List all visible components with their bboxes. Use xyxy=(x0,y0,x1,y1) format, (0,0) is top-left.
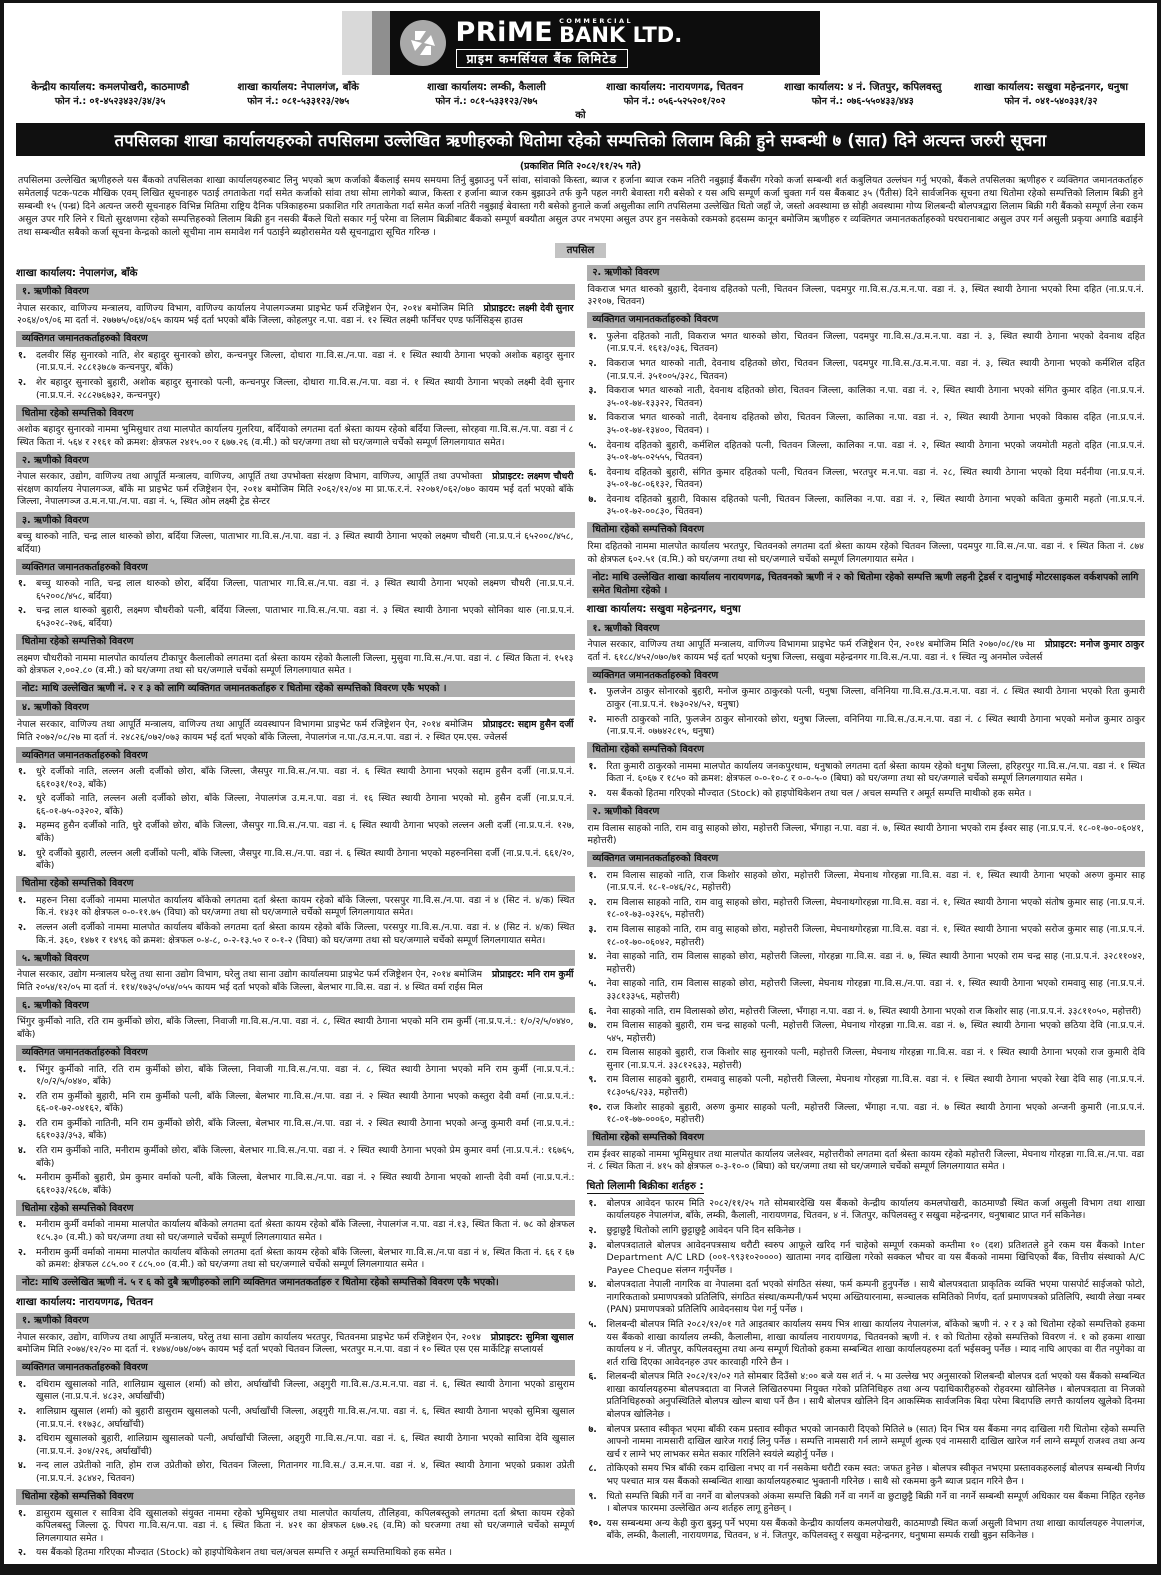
bank-logo xyxy=(342,11,820,75)
numbered-list xyxy=(16,766,575,873)
list-item xyxy=(16,1247,575,1272)
terms-heading: धितो लिलामी बिक्रीका शर्तहरु : xyxy=(586,1180,704,1192)
item-number: १०. xyxy=(588,1101,602,1113)
list-item xyxy=(16,377,575,402)
numbered-list xyxy=(16,895,575,947)
item-text: राम विलास साहको नाति, राज किशोर साहको छोरा, महोत्तरी जिल्ला, मेघनाथ गोरहन्ना गा.वि.स. वडा नं. १, स्थित स्थायी ठेगाना भएको अरुण कुमार साह (ना.प्र.प.नं. १८-१-०४६/२८, महोत्तरी) xyxy=(606,869,1145,894)
detail-paragraph: भिंगुर कुर्मीको नाति, रति राम कुर्मीको छोरा, बाँके जिल्ला, निवाजी गा.वि.स./न.पा. वडा नं. ८, स्थित स्थायी ठेगाना भएको मनि राम कुर्मी (ना.प्र.प.नं.: १/०/२/५/०४४०, बाँके) xyxy=(17,1016,574,1040)
proprietor-label: प्रोप्राइटर: लक्ष्मण चौधरी xyxy=(492,471,574,483)
note-bar: नोट: माथि उल्लेखित शाखा कार्यालय नारायणगढ, चितवनको ऋणी नं २ को धितोमा रहेको सम्पत्ति ऋणी लहनी ट्रेडर्स र दानुभाई मोटरसाइकल वर्कशपको लागि समेत धितोमा रहेको । xyxy=(587,569,1146,598)
item-number: १. xyxy=(588,869,597,881)
list-item xyxy=(16,350,575,375)
brand-nepali-label: प्राइम कमर्सियल बैंक लिमिटेड xyxy=(456,49,629,68)
item-text: रति राम कुर्मीको नाति, मनीराम कुर्मीको छोरा, बाँके जिल्ला, बेलभार गा.वि.स./न.पा. वडा नं. २ स्थित स्थायी ठेगाना भएको प्रेम कुमार वर्मा (ना.प्र.प.नं.: १६७६५, बाँके) xyxy=(36,1145,575,1169)
item-text: नेवा साहको नाति, राम विलास साहको छोरा, महोत्तरी जिल्ला, गोरहन्ना गा.वि.स. वडा नं. ७, स्थित स्थायी ठेगाना भएको राम चन्द्र साह (ना.प्र.प.नं. ३२८११०४२, महोत्तरी) xyxy=(606,951,1145,975)
item-text: फुलजेन ठाकुर सोनारको बुहारी, मनोज कुमार ठाकुरको पत्नी, धनुषा जिल्ला, वनिनिया गा.वि.स./उ.म.न.पा. वडा नं. ८ स्थित स्थायी ठेगाना भएको रिता कुमारी ठाकुर (ना.प्र.प.नं. १७३०२४/५२, धनुषा) xyxy=(606,686,1145,710)
item-text: विकराज भगत थारुको नाती, देवनाथ दहितको छोरा, चितवन जिल्ला, कालिका न.पा. वडा नं. २, स्थित स्थायी ठेगाना भएको विकास दहित (ना.प्र.प.नं. ३५-०१-७४-१३४००, चितवन) । xyxy=(606,412,1145,436)
item-number: ९. xyxy=(588,1074,597,1086)
item-text: देवनाथ दहितको बुहारी, विकास दहितको पत्नी, चितवन जिल्ला, कालिका न.पा. वडा नं. २, स्थित स्थायी ठेगाना भएको कविता कुमारी महतो (ना.प्र.प.नं. ३५-०१-७२-००८३०, चितवन) xyxy=(606,493,1145,518)
item-text: यस बैंकको हितमा गरिएका मौज्दात (Stock) को हाइपोथिकेशन तथा चल/अचल सम्पत्ति र अमूर्त सम्पत्तिमाथिको हक समेत । xyxy=(36,1547,453,1559)
list-item xyxy=(16,820,575,845)
two-column-body xyxy=(16,262,1145,1562)
section-bar: ३. ऋणीको विवरण xyxy=(16,512,575,528)
item-text: यस बैंकको हितमा गरिएको मौज्दात (Stock) को हाइपोथिकेशन तथा चल / अचल सम्पत्ति र अमूर्त सम्पत्ति माथीको हक समेत । xyxy=(606,787,1032,799)
office-phone: फोन नं.: ०८१-५३३१२३/२७५ xyxy=(435,96,538,108)
office-phone: फोन नं.: ०८१-५३३१२३/२७५ xyxy=(247,96,350,108)
item-text: बच्चु थारुको नाति, चन्द्र लाल थारुको छोरा, बर्दिया जिल्ला, पाताभार गा.वि.स./न.पा. वडा नं. ३ स्थित स्थायी ठेगाना भएको लक्ष्मण चौधरी (ना.प्र.प.नं. ६५२००८/४५८, बर्दिया) xyxy=(36,578,575,602)
list-item xyxy=(16,1379,575,1404)
item-number: २. xyxy=(18,793,27,805)
note-bar: नोट: माथि उल्लेखित ऋणी नं. ५ र ६ को दुबै ऋणीहरुको लागि व्यक्तिगत जमानतकर्ताहरु र धितोमा रहेको सम्पत्तिको विवरण एकै भएको। xyxy=(16,1275,575,1291)
item-text: बोलपत्रदाताले बोलपत्र आवेदनपत्रसाथ धरौटी स्वरुप आफूले खरिद गर्न चाहेको सम्पूर्ण रकमको कम्तीमा १० (दश) प्रतिशतले हुने रकम यस बैंकको Inter Department A/C LRD (००१-९९३१०२००००) खातामा नगद दाखिला गरेको सक्कल भौचर वा यस बैंकको नाममा खिचिएको बैंक, वित्तीय संस्थाको A/C Payee Cheque संलग्न गर्नुपर्नेछ । xyxy=(606,1239,1145,1276)
numbered-list xyxy=(16,1064,575,1198)
list-item xyxy=(587,1006,1146,1019)
item-number: १. xyxy=(18,1507,27,1519)
item-number: ७. xyxy=(588,493,597,505)
list-item xyxy=(16,848,575,873)
numbered-list xyxy=(587,1198,1146,1543)
branch-header: शाखा कार्यालय: नेपालगंज, बाँके xyxy=(16,267,138,279)
numbered-list xyxy=(16,1219,575,1271)
list-item xyxy=(587,1518,1146,1543)
office-nepalgunj xyxy=(204,81,392,109)
item-number: २. xyxy=(588,358,597,370)
section-bar: धितोमा रहेको सम्पत्तिको विवरण xyxy=(16,634,575,650)
section-bar: धितोमा रहेको सम्पत्तिको विवरण xyxy=(16,1489,575,1505)
logo-stripe-light xyxy=(342,11,372,75)
section-bar: धितोमा रहेको सम्पत्तिको विवरण xyxy=(16,876,575,892)
list-item xyxy=(16,1508,575,1546)
published-date: (प्रकाशित मिति २०८२/११/२५ गते) xyxy=(519,160,642,172)
numbered-list xyxy=(587,686,1146,738)
section-bar: १. ऋणीको विवरण xyxy=(16,1313,575,1329)
detail-paragraph: प्रोप्राइटर: मनि राम कुर्मी नेपाल सरकार, उद्योग मन्त्रालय घरेलु तथा साना उद्योग विभाग, घरेलु तथा साना उद्योग कार्यालयमा प्राइभेट फर्म रजिष्ट्रेशन ऐन, २०१४ बमोजिम मिति २०५४/१२/०५ मा दर्ता नं. ११४/१७३५/०५४/०५५ कायम भई दर्ता भएको बाँके जिल्ला, बेलभार गा.वि.स. वडा नं. ४ स्थित वर्मा राईस मिल xyxy=(17,969,574,993)
item-number: ३. xyxy=(18,1117,27,1129)
list-item xyxy=(16,1064,575,1089)
item-text: रति राम कुर्मीको बुहारी, मनि राम कुर्मीको पत्नी, बाँके जिल्ला, बेलभार गा.वि.स./न.पा. वडा नं. २ स्थित स्थायी ठेगाना भएको कस्तुरा देवी वर्मा (ना.प्र.प.नं.: ६६-०१-७२-०४१६२, बाँके) xyxy=(36,1090,575,1115)
item-text: शालिग्राम खुसाल (शर्मा) को बुहारी डासुराम खुसालको पत्नी, अर्घाखाँची जिल्ला, अड्गुरी गा.वि.स./न.पा. वडा नं. ६, स्थित स्थायी ठेगाना भएको सुमित्रा खुसाल (ना.प्र.प.नं. ११७३८, अर्घाखाँची) xyxy=(36,1406,575,1430)
list-item xyxy=(16,1118,575,1143)
office-name: शाखा कार्यालय: ४ नं. जितपुर, कपिलवस्तु xyxy=(784,82,942,93)
intro-paragraph: तपसिलमा उल्लेखित ऋणीहरुले यस बैंकको तपसिलका शाखा कार्यालयहरुबाट लिनु भएको ऋण कर्जाको बैंकलाई समय समयमा तिर्नु बुझाउनु पर्ने सांवा, सांवाको किस्ता, ब्याज र हर्जाना ब्याज रकम नतिरी नबुझाई बैंकसँग गरेको कर्जा सम्बन्धी शर्त कबुलियत उल्लंघन गर्नु भएको, बैंकले तपसिलका ऋणीहरु र व्यक्तिगत जमानतकर्ताहरु समेतलाई पटक-पटक मौखिक एवम् लिखित सूचनाहरु पठाई तगताकेता गर्दा समेत कर्जाको सांवा तथा सोमा लागेको ब्याज, किस्ता र हर्जाना ब्याज रकम बुझाउने तर्फ कुनै पहल नगरी बेवास्ता गरी बसेको र यस अघि सम्पूर्ण कर्जा चुक्ता गर्न यस बैंकबाट ३५ (पैंतीस) दिने सार्वजनिक सूचना तथा धितोमा रहेको सम्पत्तिको लिलाम बिक्री हुने सम्बन्धी १५ (पन्ध्र) दिने अत्यन्त जरुरी सूचनाहरु विभिन्न मितिमा राष्ट्रिय दैनिक पत्रिकाहरुमा प्रकाशित गरि तगताकेता गर्दा समेत कर्जा नतिरी नबुझाई बेवास्ता गरी बसेको हुनाले कर्जा असुलीका लागि तपसिलमा उल्लेखित धितो जहाँ जे, जस्तो अवस्थामा छ सोही अवस्थामा गोप्य शिलबन्दी बोलपत्रद्वारा लिलाम बिक्री गरी बैंकको सम्पूर्ण लेना रकम असुल उपर गरि लिने र धितो सुरक्षणमा रहेको सम्पत्तिहरुको लिलाम बिक्री हुन नसकी बैंकले धितो सकार गर्नु परेमा वा लिलाम बिक्रीबाट बैंकको सम्पूर्ण बक्यौता असुल उपर नभएमा असुल उपर हुन नसकेको रकमको हदसम्म कानून बमोजिम ऋणीहरु र व्यक्तिगत जमानतकर्ताहरुको घरघरानाबाट असुल उपर गर्न असुली प्रकृया अगाडि बढाईने तथा सम्बन्धीत सबैको कर्जा सूचना केन्द्रको कालो सूचीमा नाम समावेश गर्न पठाईने ब्यहोरासमेत यसै सूचनाद्वारा सूचित गरिन्छ । xyxy=(18,174,1143,239)
item-number: १. xyxy=(18,766,27,778)
item-text: बोलपत्र आवेदन फारम मिति २०८२/११/२५ गते सोमबारदेखि यस बैंकको केन्द्रीय कार्यालय कमलपोखरी, काठमाण्डौ स्थित कर्जा असुली विभाग तथा शाखा कार्यालयहरु नेपालगंज, बाँके, लम्की, कैलाली, नारायणगढ, चितवन, ४ नं. जितपुर, कपिलवस्तु र सखुवा महेन्द्रनगर, धनुषाबाट प्राप्त गर्न सकिनेछ। xyxy=(606,1197,1145,1222)
section-bar: धितोमा रहेको सम्पत्तिको विवरण xyxy=(16,405,575,421)
list-item xyxy=(587,1198,1146,1223)
numbered-list xyxy=(16,1508,575,1560)
item-number: २. xyxy=(588,896,597,908)
item-number: १. xyxy=(18,1219,27,1231)
proprietor-label: प्रोप्राइटर: लक्ष्मी देवी सुनार xyxy=(483,302,574,314)
item-text: दधिराम खुसालको बुहारी, शालिग्राम खुसालको पत्नी, अर्घाखाँची जिल्ला, अड्गुरी गा.वि.स./न.पा. वडा नं. ६, स्थित स्थायी ठेगाना भएको सावित्रा देवि खुसाल (ना.प्र.प.नं. ३०४/२२६, अर्घाखाँची) xyxy=(36,1433,575,1457)
item-text: तोकिएको समय भित्र बाँकी रकम दाखिला नभए वा गर्न नसकेमा धरौटी रकम स्वत: जफत हुनेछ । बोलपत्र स्वीकृत नभएमा प्रस्तावकहरुलाई बोलपत्र सम्बन्धी निर्णय भए पश्चात मात्र यस बैंकको सम्बन्धित शाखा कार्यालयहरुबाट भुक्तानी गरिनेछ । साथै सो रकममा कुनै ब्याज प्रदान गरिने छैन । xyxy=(606,1463,1145,1487)
item-number: ६. xyxy=(588,1371,597,1383)
list-item xyxy=(587,494,1146,519)
section-bar: २. ऋणीको विवरण xyxy=(587,265,1146,281)
section-bar: २. ऋणीको विवरण xyxy=(587,804,1146,820)
section-bar: धितोमा रहेको सम्पत्तिको विवरण xyxy=(587,1130,1146,1146)
right-column xyxy=(587,262,1146,1545)
item-text: महम्मद हुसैन दर्जीको नाति, धुरे दर्जीको छोरा, बाँके जिल्ला, जैसपुर गा.वि.स./न.पा. वडा नं. ६ स्थित स्थायी ठेगाना भएको लल्लन अली दर्जी (ना.प्र.प.नं. १२७, बाँके) xyxy=(36,820,575,845)
item-text: मारुती ठाकुरको नाति, फुलजेन ठाकुर सोनारको छोरा, धनुषा जिल्ला, वनिनिया गा.वि.स./उ.म.न.पा. वडा नं. ८ स्थित स्थायी ठेगाना भएको मनोज कुमार ठाकुर (ना.प्र.प.नं. ०७७४२८१५, धनुषा) xyxy=(606,713,1145,738)
detail-paragraph: प्रोप्राइटर: मनोज कुमार ठाकुर नेपाल सरकार, वाणिज्य तथा आपूर्ति मन्त्रालय, वाणिज्य विभागमा प्राइभेट फर्म रजिष्ट्रेशन ऐन, २०१४ बमोजिम मिति २०७०/०८/१७ मा दर्ता नं. ६१८८/४५२/०७०/७१ कायम भई दर्ता भएको धनुषा जिल्ला, सखुवा महेन्द्रनगर गा.वि.स./न.पा. वडा नं. १ स्थित न्यु अनमोल ज्वेलर्स xyxy=(587,639,1144,663)
item-text: लल्लन अली दर्जीको नाममा मालपोत कार्यालय बाँकेको लगतमा दर्ता श्रेस्ता कायम रहेको बाँके जिल्ला, परसपुर गा.वि.स./न.पा. वडा नं. ४ (सिट नं. ४/क) स्थित कि.नं. ३६०, १४७१ र १४९६ को क्रमश: क्षेत्रफल ०-४-८, ०-२-१३.५० र ०-१-२ (विघा) को घर/जग्गा तथा सो घर/जग्गाले चर्चेको सम्पूर्ण लिगलगायात समेत। xyxy=(36,921,575,946)
item-text: राम विलास साहको बुहारी, राज किशोर साह सुनारको पत्नी, महोत्तरी जिल्ला, मेघनाथ गोरहन्ना गा.वि.स. वडा नं. १ स्थित स्थायी ठेगाना भएको राज कुमारी देवि सुनार (ना.प्र.प.नं. ३३८१२६३३, महोत्तरी) xyxy=(606,1047,1145,1071)
item-text: विकराज भगत थारुको नाती, देवनाथ दहितको छोरा, चितवन जिल्ला, पदमपुर गा.वि.स./उ.म.न.पा. वडा नं. ३, स्थित स्थायी ठेगाना भएको कर्मशिल दहित (ना.प्र.प.नं. ३५१००५/३२८, चितवन) xyxy=(606,358,1145,382)
list-item xyxy=(587,924,1146,949)
list-item xyxy=(16,895,575,920)
item-text: नन्द लाल उप्रेतीको नाति, होम राज उप्रेतीको छोरा, चितवन जिल्ला, गितानगर गा.वि.स./ उ.म.न.पा. वडा नं. ४, स्थित स्थायी ठेगाना भएको प्रकाश उप्रेती (ना.प्र.प.नं. ३८४४२, चितवन) xyxy=(36,1460,575,1484)
office-jitpur xyxy=(769,81,957,109)
list-item xyxy=(16,1172,575,1197)
item-text: डासुराम खुसाल र सावित्रा देवि खुसालको संयुक्त नाममा रहेको भुमिसुधार तथा मालपोत कार्यालय, तौलिहवा, कपिलबस्तुको लगतमा दर्ता श्रेष्ता कायम रहेको कपिलबस्तु जिल्ला ठू. पिपरा गा.वि.स/न.पा. वडा नं. ६ स्थित किता नं. ४२१ का क्षेत्रफल ६७७.२६ (व.मि) को घरजग्गा तथा सो घर/जग्गाले चर्चेको सम्पूर्ण लिगलगायात समेत । xyxy=(36,1507,575,1544)
detail-paragraph: विकराज भगत थारुको बुहारी, देवनाथ दहितको पत्नी, चितवन जिल्ला, पदमपुर गा.वि.स./उ.म.न.पा. वडा नं. ३, स्थित स्थायी ठेगाना भएको रिमा दहित (ना.प्र.प.नं. ३२१०७, चितवन) xyxy=(587,283,1144,308)
item-text: फुलेना दहितको नाती, विकराज भगत थारुको छोरा, चितवन जिल्ला, पदमपुर गा.वि.स./उ.म.न.पा. वडा नं. ३, स्थित स्थायी ठेगाना भएको देवनाथ दहित (ना.प्र.प.नं. १६१३/०३६, चितवन) xyxy=(606,330,1145,355)
bottom-rule xyxy=(4,1564,1157,1575)
item-text: धितो सम्पत्ति बिक्री गर्ने वा नगर्ने वा बोलपत्रको अंकमा सम्पत्ति बिक्री गर्ने वा नगर्ने वा छुटाछुट्टै बिक्री गर्ने वा नगर्ने सम्बन्धी सम्पूर्ण अधिकार यस बैंकमा निहित रहनेछ । बोलपत्र फारममा उल्लेखित अन्य शर्तहरु लागू हुनेछन् । xyxy=(606,1490,1145,1515)
office-name: शाखा कार्यालय: नेपालगंज, बाँके xyxy=(237,82,360,93)
proprietor-label: प्रोप्राइटर: सद्दाम हुसैन दर्जी xyxy=(482,718,574,730)
item-number: २. xyxy=(18,1406,27,1418)
item-number: ६. xyxy=(588,1005,597,1017)
list-item xyxy=(587,1463,1146,1488)
office-central xyxy=(16,81,204,109)
list-item xyxy=(587,1102,1146,1127)
section-bar: व्यक्तिगत जमानतकर्ताहरुको विवरण xyxy=(587,667,1146,683)
item-number: ५. xyxy=(588,978,597,990)
item-text: चन्द्र लाल थारुको बुहारी, लक्ष्मण चौधरीको पत्नी, बर्दिया जिल्ला, पाताभार गा.वि.स./न.पा. वडा नं. ३ स्थित स्थायी ठेगाना भएको सोनिका थारु (ना.प्र.प.नं. ६५३०२८-२७६, बर्दिया) xyxy=(36,605,575,630)
item-number: २. xyxy=(18,605,27,617)
detail-paragraph: प्रोप्राइटर: लक्ष्मण चौधरी नेपाल सरकार, उद्योग, वाणिज्य तथा आपूर्ति मन्त्रालय, वाणिज्य, आपूर्ति तथा उपभोक्ता संरक्षण विभाग, वाणिज्य, आपूर्ति तथा उपभोक्ता संरक्षण कार्यालय नेपालगञ्ज, बाँके मा प्राइभेट फर्म रजिष्ट्रेशन ऐन, २०१४ बमोजिम मिति २०६२/१२/०४ मा प्रा.फ.र.नं. २२०७१/०६२/०७० कायम भई दर्ता भएको बाँके जिल्ला, नेपालगञ्ज उ.म.न.पा./न.पा. वडा नं. ५, स्थित ओम लक्ष्मी ट्रेड सेन्टर xyxy=(17,471,574,508)
office-phone: फोन नं.: ०१-४५२३४३२/३४/३५ xyxy=(54,96,166,108)
item-number: ३. xyxy=(18,820,27,832)
item-text: धुरे दर्जीको नाति, लल्लन अली दर्जीको छोरा, बाँके जिल्ला, नेपालगंज उ.म.न.पा. वडा नं. १६ स्थित स्थायी ठेगाना भएको मो. हुसैन दर्जी (ना.प्र.प.नं. ६६-०१-७५-०३२०२, बाँके) xyxy=(36,793,575,817)
office-name: शाखा कार्यालय: नारायणगढ, चितवन xyxy=(606,82,744,93)
list-item xyxy=(16,1219,575,1244)
item-number: २. xyxy=(18,376,27,388)
item-text: भिंगुर कुर्मीको नाति, रति राम कुर्मीको छोरा, बाँके जिल्ला, निवाजी गा.वि.स./न.पा. वडा नं. ८, स्थित स्थायी ठेगाना भएको मनि राम कुर्मी (ना.प्र.प.नं.: १/०/२/५/०४४०, बाँके) xyxy=(36,1063,575,1088)
numbered-list xyxy=(587,331,1146,519)
item-number: ४. xyxy=(588,412,597,424)
list-item xyxy=(587,870,1146,895)
section-bar: ४. ऋणीको विवरण xyxy=(16,700,575,716)
item-number: २. xyxy=(18,1090,27,1102)
item-number: १. xyxy=(588,760,597,772)
note-bar: नोट: माथि उल्लेखित ऋणी नं. २ र ३ को लागि व्यक्तिगत जमानतकर्ताहरु र धितोमा रहेको सम्पत्तिको विवरण एकै भएको । xyxy=(16,681,575,697)
item-text: मनीराम कुर्मीको बुहारी, प्रेम कुमार वर्माको पत्नी, बाँके जिल्ला, बेलभार गा.वि.स./न.पा. वडा नं. २ स्थित स्थायी ठेगाना भएको शान्ती देवी वर्मा (ना.प्र.प.नं.: ६६१०३३/२६८७, बाँके) xyxy=(36,1172,575,1196)
item-number: १०. xyxy=(588,1517,602,1529)
section-bar: ६. ऋणीको विवरण xyxy=(16,997,575,1013)
proprietor-label: प्रोप्राइटर: मनि राम कुर्मी xyxy=(492,969,574,981)
list-item xyxy=(587,897,1146,922)
list-item xyxy=(587,412,1146,437)
numbered-list xyxy=(16,1379,575,1486)
list-item xyxy=(587,440,1146,465)
brand-bank-ltd-label: BANK LTD. xyxy=(559,23,683,48)
list-item xyxy=(16,605,575,630)
list-item xyxy=(587,467,1146,492)
brand-name: PRiME xyxy=(455,17,554,49)
list-item xyxy=(587,1074,1146,1099)
proprietor-label: प्रोप्राइटर: सुमित्रा खुसाल xyxy=(490,1331,574,1343)
office-narayangadh xyxy=(581,81,769,109)
office-phone: फोन नं.: ०७६-५५०४३३/४४३ xyxy=(811,96,914,108)
list-item xyxy=(587,1279,1146,1317)
item-number: २. xyxy=(588,713,597,725)
list-item xyxy=(587,951,1146,976)
section-bar: २. ऋणीको विवरण xyxy=(16,452,575,468)
list-item xyxy=(587,1491,1146,1516)
list-item xyxy=(587,686,1146,711)
office-name: शाखा कार्यालय: लम्की, कैलाली xyxy=(427,82,546,93)
item-number: ७. xyxy=(588,1020,597,1032)
detail-paragraph: राम ईश्वर साहको नाममा भूमिसुधार तथा मालपोत कार्यालय जलेश्वर, महोत्तरीको लगतमा दर्ता श्रेस्ता कायम रहेको महोत्तरी जिल्ला, मेघनाथ गोरहन्ना गा.वि.स./न.पा. वडा नं. ८ स्थित किता नं. ४१५ को क्षेत्रफल ०-३-१०-० (बिघा) को घर/जग्गा तथा सो घर/जग्गाले चर्चेको सम्पूर्ण लिगलगायात समेत । xyxy=(587,1148,1144,1173)
item-text: शिलबन्दी बोलपत्र मिति २०८२/१२/०१ गते आइतबार कार्यालय समय भित्र शाखा कार्यालय नेपालगंज, बाँकेको ऋणी नं. २ र ३ को धितोमा रहेको सम्पत्तिको हकमा यस बैंकको शाखा कार्यालय लम्की, कैलालीमा, शाखा कार्यालय नारायणगढ, चितवनको ऋणी नं. १ को धितोमा रहेको सम्पत्तिको विवरण नं. १ को हकमा शाखा कार्यालय ४ नं. जीतपुर, कपिलवस्तुमा तथा अन्य सम्पूर्ण धितोको हकमा सम्बन्धित शाखा कार्यालयहरुमा दर्ता भईसक्नु पर्नेछ । म्याद नाघि आएका वा रीत नपुगेका वा शर्त राखि दिएका आवेदनहरु उपर कारवाही गरिने छैन । xyxy=(606,1319,1145,1368)
office-sakhuwa xyxy=(957,81,1145,109)
item-number: ३. xyxy=(588,385,597,397)
section-bar: व्यक्तिगत जमानतकर्ताहरुको विवरण xyxy=(16,1360,575,1376)
detail-paragraph: रिमा दहितको नाममा मालपोत कार्यालय भरतपुर, चितवनको लगतमा दर्ता श्रेस्ता कायम रहेको चितवन जिल्ला, पदमपुर गा.वि.स./न.पा. वडा नं. १ स्थित किता नं. ८७४ को क्षेत्रफल ६०२.५१ (व.मि.) को घर/जग्गा तथा सो घर/जग्गाले चर्चेको सम्पूर्ण लिगलगायात समेत । xyxy=(587,541,1144,565)
logo-text xyxy=(456,18,683,69)
item-text: नेवा साहको नाति, राम विलास साहको छोरा, महोत्तरी जिल्ला, मेघनाथ गोरहन्ना गा.वि.स./न.पा. वडा नं. १, स्थित स्थायी ठेगाना भएको रामवावु साह (ना.प्र.प.नं. ३३८१३३५६, महोत्तरी) xyxy=(606,978,1145,1002)
list-item xyxy=(16,1091,575,1116)
list-item xyxy=(16,766,575,791)
left-column xyxy=(16,262,575,1562)
list-item xyxy=(587,1424,1146,1462)
list-item xyxy=(587,761,1146,786)
list-item xyxy=(587,358,1146,383)
branch-header: शाखा कार्यालय: नारायणगढ, चितवन xyxy=(16,1296,154,1308)
item-text: शिलबन्दी बोलपत्र मिति २०८२/१२/०२ गते सोमबार दिउँसो ४:०० बजे यस शर्त नं. ५ मा उल्लेख भए अनुसारको शिलबन्दी बोलपत्र दर्ता भएको यस बैंकको सम्बन्धित शाखा कार्यालयहरुमा बोलपत्रदाता वा निजले लिखितरुपमा नियुक्त गरेको प्रतिनिधिहरु तथा अन्य पदाधिकारीहरुको रोहवरमा खोलिनेछ । बोलपत्रदाता वा निजको प्रतिनिधिहरुको अनुपस्थितिले बोलपत्र खोल्न बाधा पर्ने छैन । साथै बोलपत्र खोलिने दिन आकस्मिक सार्वजनिक बिदा परेमा बिदापछि लगत्तै कार्यालय खुलेको दिनमा बोलपत्र खोलिनेछ । xyxy=(606,1371,1145,1421)
item-number: ५. xyxy=(588,439,597,451)
section-bar: व्यक्तिगत जमानतकर्ताहरुको विवरण xyxy=(587,851,1146,867)
connector-text: को xyxy=(575,109,586,121)
list-item xyxy=(587,1047,1146,1072)
list-item xyxy=(16,793,575,818)
list-item xyxy=(16,1460,575,1485)
item-number: ३. xyxy=(588,924,597,936)
section-bar: १. ऋणीको विवरण xyxy=(587,620,1146,636)
item-text: राम विलास साहको बुहारी, राम चन्द्र साहको पत्नी, महोत्तरी जिल्ला, मेघनाथ गोरहन्ना गा.वि.स. वडा नं. ७, स्थित स्थायी ठेगाना भएको छठिया देवि (ना.प्र.प.नं. ५४५, महोत्तरी) xyxy=(606,1020,1145,1044)
item-number: २. xyxy=(588,787,597,799)
proprietor-label: प्रोप्राइटर: मनोज कुमार ठाकुर xyxy=(1044,639,1144,651)
list-item xyxy=(587,1020,1146,1045)
office-contact-row xyxy=(16,81,1145,109)
item-number: १. xyxy=(18,894,27,906)
item-text: बोलपत्रदाता नेपाली नागरिक वा नेपालमा दर्ता भएको संगठित संस्था, फर्म कम्पनी हुनुपर्नेछ । साथै बोलपत्रदाता प्राकृतिक व्यक्ति भएमा पासपोर्ट साईजको फोटो, नागरिकताको प्रमाणपत्रको प्रतिलिपि, संगठित संस्था/कम्पनी/फर्म भएमा अख्तियारनामा, सञ्चालक समितिको निर्णय, दर्ता प्रमाणपत्रको प्रतिलिपि, स्थायी लेखा नम्बर (PAN) प्रमाणपत्रको प्रतिलिपि आवेदनसाथ पेश गर्नु पर्नेछ । xyxy=(606,1279,1145,1316)
item-text: दधिराम खुसालको नाति, शालिग्राम खुसाल (शर्मा) को छोरा, अर्घाखाँची जिल्ला, अड्गुरी गा.वि.स./उ.म.न.पा. वडा नं. ६, स्थित स्थायी ठेगाना भएको डासुराम खुसाल (ना.प्र.प.नं. ४८३२, अर्घाखाँची) xyxy=(36,1378,575,1403)
item-text: महरुन निसा दर्जीको नाममा मालपोत कार्यालय बाँकेको लगतमा दर्ता श्रेस्ता कायम रहेको बाँके जिल्ला, परसपुर गा.वि.स./न.पा. वडा नं ४ (सिट नं. ४/क) स्थित कि.नं. १४३१ को क्षेत्रफल ०-०-११.७५ (विघा) को घर/जग्गा तथा सो घर/जग्गाले चर्चेको सम्पूर्ण लिगलगायात समेत। xyxy=(36,894,575,919)
office-name: केन्द्रीय कार्यालय: कमलपोखरी, काठमाण्डौ xyxy=(31,82,189,93)
numbered-list xyxy=(16,350,575,402)
item-text: रति राम कुर्मीको नातिनी, मनि राम कुर्मीको छोरी, बाँके जिल्ला, बेलभार गा.वि.स./न.पा. वडा नं. २ स्थित स्थायी ठेगाना भएको अन्जु कुमारी वर्मा (ना.प्र.प.नं.: ६६१०३३/३५३, बाँके) xyxy=(36,1117,575,1142)
detail-paragraph: प्रोप्राइटर: सद्दाम हुसैन दर्जी नेपाल सरकार, वाणिज्य तथा आपूर्ति मन्त्रालय, वाणिज्य तथा आपूर्ति व्यवस्थापन विभागमा प्राइभेट फर्म रजिष्ट्रेशन ऐन, २०१४ बमोजिम मिति २०७२/०८/२७ मा दर्ता नं. २४८२६/०७२/०७३ कायम भई दर्ता भएको बाँके जिल्ला, नेपालगंज न.पा./उ.म.न.पा. वडा नं. २ स्थित एम.एस. ज्वेलर्स xyxy=(17,718,574,743)
item-number: ३. xyxy=(588,1239,597,1251)
item-text: धुरे दर्जीको बुहारी, लल्लन अली दर्जीको पत्नी, बाँके जिल्ला, जैसपुर गा.वि.स./न.पा. वडा नं. ६ स्थित स्थायी ठेगाना भएको महरुननिसा दर्जी (ना.प्र.प.नं. ६६१/२०, बाँके) xyxy=(36,847,575,872)
detail-paragraph: बच्चु थारुको नाति, चन्द्र लाल थारुको छोरा, बर्दिया जिल्ला, पाताभार गा.वि.स./न.पा. वडा नं. ३ स्थित स्थायी ठेगाना भएको लक्ष्मण चौधरी (ना.प्र.प.नं ६५२००८/४५८, बर्दिया) xyxy=(17,531,574,555)
item-text: छुट्टाछुट्टै धितोको लागि छुट्टाछुट्टै आवेदन पनि दिन सकिनेछ । xyxy=(606,1224,802,1236)
list-item xyxy=(587,714,1146,739)
item-number: २. xyxy=(18,1547,27,1559)
office-name: शाखा कार्यालय: सखुवा महेन्द्रनगर, धनुषा xyxy=(973,82,1128,93)
item-text: धुरे दर्जीको नाति, लल्लन अली दर्जीको छोरा, बाँके जिल्ला, जैसपुर गा.वि.स./न.पा. वडा नं. ६ स्थित स्थायी ठेगाना भएको सद्दाम हुसैन दर्जी (ना.प्र.प.नं. ६६१०३१/१०३, बाँके) xyxy=(36,766,575,790)
section-bar: धितोमा रहेको सम्पत्तिको विवरण xyxy=(587,742,1146,758)
item-text: मनीराम कुर्मी वर्माको नाममा मालपोत कार्यालय बाँकेको लगतमा दर्ता श्रेस्ता कायम रहेको बाँके जिल्ला, नेपालगंज न.पा. वडा नं.१३, स्थित किता नं. ७८ को क्षेत्रफल १८५.३० (व.मी.) को घर/जग्गा तथा सो घर/जग्गाले चर्चेको सम्पूर्ण लिगलगायात समेत । xyxy=(36,1219,575,1243)
item-number: ८. xyxy=(588,1047,597,1059)
item-text: बोलपत्र प्रस्ताव स्वीकृत भएमा बाँकी रकम प्रस्ताव स्वीकृत भएको जानकारी दिएको मितिले ७ (सात) दिन भित्र यस बैंकमा नगद दाखिला गरी धितोमा रहेको सम्पत्ति आफ्नो नाममा नामसारी दाखिल खारेज गराई लिनु पर्नेछ । सम्पत्ति नामसारी गर्न लाग्ने सम्पूर्ण शुल्क एवं नामसारी दाखिल खारेज गर्न लाग्ने सम्पूर्ण राजश्व तथा अन्य खर्च र लाग्ने भए लाभकर समेत सकार गरिलिने स्वयंले ब्यहोर्नु पर्नेछ । xyxy=(606,1423,1145,1460)
item-number: ८. xyxy=(588,1463,597,1475)
item-text: नेवा साहको नाति, राम विलासको छोरा, महोत्तरी जिल्ला, भँगाहा न.पा. वडा नं. ७, स्थित स्थायी ठेगाना भएको राज किशोर साह (ना.प्र.प.नं. ३३८११०५०, महोत्तरी) xyxy=(606,1005,1142,1017)
numbered-list xyxy=(587,870,1146,1127)
item-number: ४. xyxy=(18,847,27,859)
detail-paragraph: अशोक बहादुर सुनारको नाममा भुमिसुधार तथा मालपोत कार्यालय गुलरिया, बर्दियाको लगतमा दर्ता श्रेस्ता कायम रहेको बर्दिया जिल्ला, सोरहवा गा.वि.स./न.पा. वडा नं ८ स्थित किता नं. ५६४ र २१६१ को क्रमश: क्षेत्रफल २४१५.०० र ६७७.२६ (व.मी.) को घर/जग्गा तथा सो घर/जग्गाले चर्चेको सम्पूर्ण लिगलगायात समेत। xyxy=(17,424,574,448)
item-text: यस सम्बन्धमा अन्य केही कुरा बुझ्नु पर्ने भएमा यस बैंकको केन्द्रीय कार्यालय कमलपोखरी, काठमाण्डौ स्थित कर्जा असुली विभाग तथा शाखा कार्यालयहरु नेपालगंज, बाँके, लम्की, कैलाली, नारायणगढ, चितवन, ४ नं. जितपुर, कपिलवस्तु र सखुवा महेन्द्रनगर, धनुषामा सम्पर्क राखी बुझ्न सकिनेछ । xyxy=(606,1517,1145,1542)
item-number: ५. xyxy=(18,1172,27,1184)
logo-stripe-dark xyxy=(372,11,390,75)
office-phone: फोन नं. ०४१-५४०३३१/३२ xyxy=(1004,96,1098,108)
item-number: १. xyxy=(18,1378,27,1390)
list-item xyxy=(16,1433,575,1458)
list-item xyxy=(587,1225,1146,1238)
section-bar: व्यक्तिगत जमानतकर्ताहरुको विवरण xyxy=(587,312,1146,328)
branch-header: शाखा कार्यालय: सखुवा महेन्द्रनगर, धनुषा xyxy=(586,604,741,616)
item-number: ६. xyxy=(588,466,597,478)
item-number: ४. xyxy=(18,1145,27,1157)
office-phone: फोन नं.: ०५६-५२५२०१/२०२ xyxy=(623,96,726,108)
item-number: १. xyxy=(588,330,597,342)
list-item xyxy=(587,978,1146,1003)
numbered-list xyxy=(16,578,575,630)
section-bar: ५. ऋणीको विवरण xyxy=(16,950,575,966)
detail-paragraph: लक्ष्मण चौधरीको नाममा मालपोत कार्यालय टीकापुर कैलालीको लगतमा दर्ता श्रेस्ता कायम रहेको कैलाली जिल्ला, मुसुवा गा.वि.स./न.पा. वडा नं. ८ स्थित किता नं. १५१३ को क्षेत्रफल २,००२.८० (व.मी.) को घर/जग्गा तथा सो घर/जग्गाले चर्चेको सम्पूर्ण लिगलगायात समेत । xyxy=(17,652,574,677)
list-item xyxy=(16,922,575,947)
item-number: ३. xyxy=(18,1433,27,1445)
item-number: २. xyxy=(18,1246,27,1258)
item-text: विकराज भगत थारुको नाती, देवनाथ दहितको छोरा, चितवन जिल्ला, कालिका न.पा. वडा नं. २, स्थित स्थायी ठेगाना भएको संगित कुमार दहित (ना.प्र.प.नं. ३५-०१-७४-१३३२२, चितवन) xyxy=(606,385,1145,409)
section-bar: धितोमा रहेको सम्पत्तिको विवरण xyxy=(587,522,1146,538)
section-bar: व्यक्तिगत जमानतकर्ताहरुको विवरण xyxy=(16,331,575,347)
list-item xyxy=(587,788,1146,801)
item-number: ४. xyxy=(18,1460,27,1472)
item-text: देवनाथ दहितको बुहारी, संगित कुमार दहितको पत्नी, चितवन जिल्ला, भरतपुर म.न.पा. वडा नं. २८, स्थित स्थायी ठेगाना भएको दिया मर्दनीया (ना.प्र.प.नं. ३५-०१-७८-०६१३२, चितवन) xyxy=(606,466,1145,491)
item-number: १. xyxy=(18,349,27,361)
item-text: राज किशोर साहको बुहारी, अरुण कुमार साहको पत्नी, महोत्तरी जिल्ला, भँगाहा न.पा. वडा नं. ७ स्थित स्थायी ठेगाना भएको अन्जनी कुमारी (ना.प्र.प.नं. १८-०१-७७-०००६०, महोत्तरी) xyxy=(606,1101,1145,1126)
item-number: १. xyxy=(18,1063,27,1075)
brand-commercial-label: COMMERCIAL xyxy=(559,16,634,25)
item-number: ५. xyxy=(588,1319,597,1331)
item-number: ४. xyxy=(588,951,597,963)
section-bar: व्यक्तिगत जमानतकर्ताहरुको विवरण xyxy=(16,559,575,575)
item-number: ७. xyxy=(588,1423,597,1435)
office-lamki xyxy=(392,81,580,109)
item-number: ४. xyxy=(588,1279,597,1291)
item-text: मनीराम कुर्मी वर्माको नाममा मालपोत कार्यालय बाँकेको लगतमा दर्ता श्रेस्ता कायम रहेको बाँके जिल्ला, बेलभार गा.वि.स./न.पा वडा नं ४, स्थित किता नं. ६६ र ६७ को क्रमश: क्षेत्रफल ८८५.०० र ८८५.०० (व.मी.) को घर/जग्गा तथा सो घर/जग्गाले चर्चेको सम्पूर्ण लिगलगायात समेत । xyxy=(36,1246,575,1271)
list-item xyxy=(587,1319,1146,1369)
item-number: १. xyxy=(588,686,597,698)
numbered-list xyxy=(587,761,1146,801)
section-bar: व्यक्तिगत जमानतकर्ताहरुको विवरण xyxy=(16,747,575,763)
list-item xyxy=(16,1406,575,1431)
item-text: राम विलास साहको नाति, राम वावु साहको छोरा, महोत्तरी जिल्ला, मेघनाथगोरहन्ना गा.वि.स. वडा नं. १, स्थित स्थायी ठेगाना भएको सरोज कुमार साह (ना.प्र.प.नं. १८-०१-७०-०६०४२, महोत्तरी) xyxy=(606,924,1145,948)
item-text: राम विलास साहको बुहारी, रामवावु साहको पत्नी, महोत्तरी जिल्ला, मेघनाथ गोरहन्ना गा.वि.स. वडा नं. १ स्थित स्थायी ठेगाना भएको रेखा देवि साह (ना.प्र.प.नं. १८३०५६/२३३, महोत्तरी) xyxy=(606,1074,1145,1098)
list-item xyxy=(16,1145,575,1170)
section-bar: व्यक्तिगत जमानतकर्ताहरुको विवरण xyxy=(16,1045,575,1061)
list-item xyxy=(587,331,1146,356)
list-item xyxy=(587,1371,1146,1421)
item-text: शेर बहादुर सुनारको बुहारी, अशोक बहादुर सुनारको पत्नी, कन्चनपुर जिल्ला, दोधारा गा.वि.स./न.पा. वडा नं. १ स्थित स्थायी ठेगाना भएको लक्ष्मी देवी सुनार (ना.प्र.प.नं. २८८२७६७३२, कन्चनपुर) xyxy=(36,376,575,401)
item-number: १. xyxy=(18,578,27,590)
list-item xyxy=(16,578,575,603)
item-number: २. xyxy=(588,1224,597,1236)
list-item xyxy=(587,385,1146,410)
bank-emblem-icon xyxy=(400,20,446,66)
detail-paragraph: राम विलास साहको नाति, राम वावु साहको छोरा, महोत्तरी जिल्ला, भँगाहा न.पा. वडा नं. ७, स्थित स्थायी ठेगाना भएको राम ईश्वर साह (ना.प्र.प.नं. १८-०१-७०-०६०४१, महोत्तरी) xyxy=(587,822,1144,847)
section-bar: १. ऋणीको विवरण xyxy=(16,284,575,300)
item-text: रिता कुमारी ठाकुरको नाममा मालपोत कार्यालय जनकपुरधाम, धनुषाको लगतमा दर्ता श्रेस्ता कायम रहेको धनुषा जिल्ला, हरिहरपुर गा.वि.स./न.पा. वडा नं. १ स्थित किता नं. ६०६७ र १८५० को क्रमश: क्षेत्रफल ०-०-१०-८ र ०-०-५-० (बिघा) को घर/जग्गा तथा सो घर/जग्गाले चर्चेको सम्पूर्ण लिगलगायात समेत । xyxy=(606,760,1145,785)
tapasil-badge: तपसिल xyxy=(555,243,607,258)
detail-paragraph: प्रोप्राइटर: लक्ष्मी देवी सुनार नेपाल सरकार, वाणिज्य मन्त्रालय, वाणिज्य विभाग, वाणिज्य कार्यालय नेपालगञ्जमा प्राइभेट फर्म रजिष्ट्रेशन ऐन, २०१४ बमोजिम मिति २०६४/०९/०६ मा दर्ता नं. २७७७५/०६४/०६५ कायम भई दर्ता भएको बाँके जिल्ला, कोहलपुर न.पा. वडा नं. १२ स्थित लक्ष्मी फर्निचर एण्ड फर्निसिङ्स हाउस xyxy=(17,302,574,327)
item-number: १. xyxy=(588,1197,597,1209)
notice-title: तपसिलका शाखा कार्यालयहरुको तपसिलमा उल्लेखित ऋणीहरुको धितोमा रहेको सम्पत्तिको लिलाम बिक्री हुने सम्बन्धी ७ (सात) दिने अत्यन्त जरुरी सूचना xyxy=(16,123,1145,156)
item-number: ९. xyxy=(588,1490,597,1502)
item-number: २. xyxy=(18,921,27,933)
item-text: देवनाथ दहितको बुहारी, कर्मशिल दहितको पत्नी, चितवन जिल्ला, कालिका न.पा. वडा नं. २, स्थित स्थायी ठेगाना भएको जयमोती महतो दहित (ना.प्र.प.नं. ३५-०१-७५-०२५५५, चितवन) xyxy=(606,439,1145,464)
list-item xyxy=(16,1547,575,1560)
item-text: राम विलास साहको नाति, राम वावु साहको छोरा, महोत्तरी जिल्ला, मेघनाथगोरहन्ना गा.वि.स. वडा नं. १, स्थित स्थायी ठेगाना भएको संतोष कुमार साह (ना.प्र.प.नं. १८-०१-७३-०३२६५, महोत्तरी) xyxy=(606,896,1145,921)
section-bar: धितोमा रहेको सम्पत्तिको विवरण xyxy=(16,1200,575,1216)
item-text: दलवीर सिंह सुनारको नाति, शेर बहादुर सुनारको छोरा, कन्चनपुर जिल्ला, दोधारा गा.वि.स./न.पा. वडा नं. १ स्थित स्थायी ठेगाना भएको अशोक बहादुर सुनार (ना.प्र.प.नं. २८८१३७८७ कन्चनपुर, बाँके) xyxy=(36,349,575,374)
list-item xyxy=(587,1240,1146,1278)
detail-paragraph: प्रोप्राइटर: सुमित्रा खुसाल नेपाल सरकार, उद्योग, वाणिज्य तथा आपूर्ति मन्त्रालय, घरेलु तथा साना उद्योग कार्यालय भरतपुर, चितवनमा प्राइभेट फर्म रजिष्ट्रेशन ऐन, २०१४ बमोजिम मिति २०७४/१२/२० मा दर्ता नं. १४७४/०७४/०७५ कायम भई दर्ता भएको चितवन जिल्ला, भरतपुर म.न.पा. वडा नं १० स्थित एस एस मार्केटिङ्ग सप्लायर्स xyxy=(17,1331,574,1356)
